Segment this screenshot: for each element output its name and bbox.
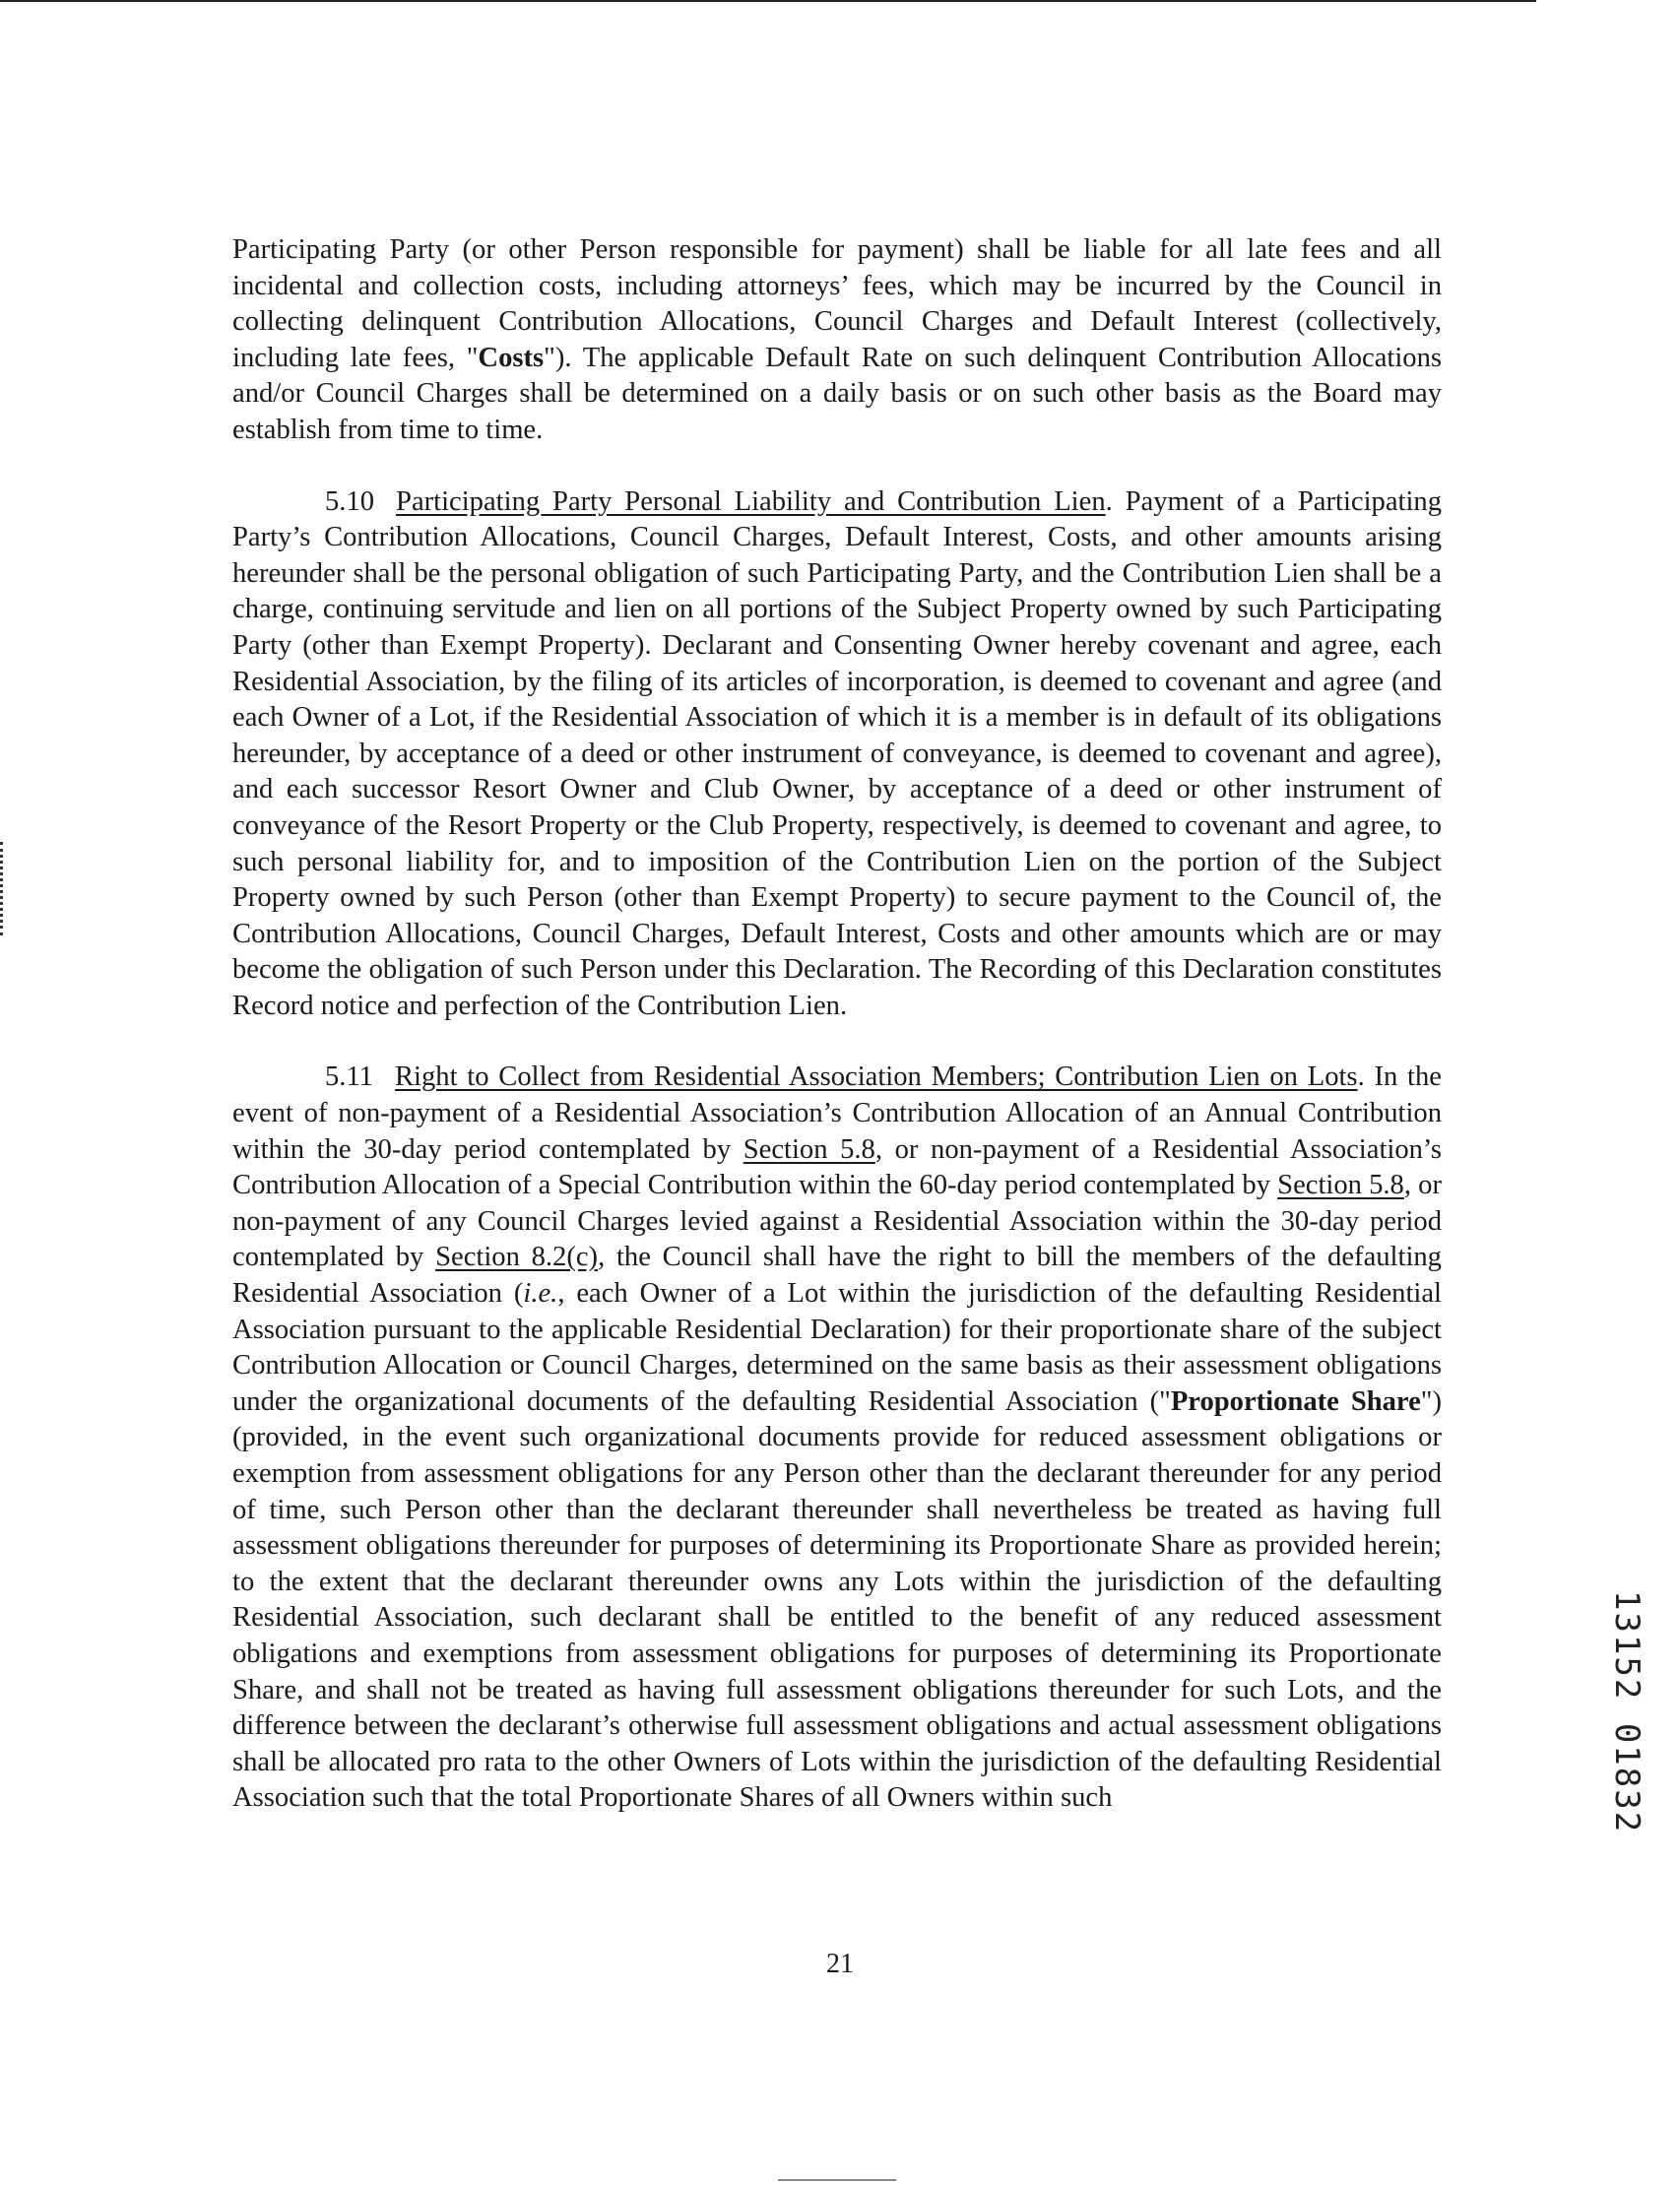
section-body: , or non-payment of a Residential Association’s Contribution Allocation of a Special Contribution within the 60-day period contemplated by bbox=[232, 1133, 1443, 1201]
document-body bbox=[232, 232, 1442, 1852]
section-body: . Payment of a Participating Party’s Contribution Allocations, Council Charges, Default Interest, Costs, and other amounts arising hereunder shall be the personal obligation of such Participating Party, and the Contribution Lien shall be a charge, continuing servitude and lien on all portions of the Subject Property owned by such Participating Party (other than Exempt Property). Declarant and Consenting Owner hereby covenant and agree, each Residential Association, by the filing of its articles of incorporation, is deemed to covenant and agree (and each Owner of a Lot, if the Residential Association of which it is a member is in default of its obligations hereunder, by acceptance of a deed or other instrument of conveyance, is deemed to covenant and agree), and each successor Resort Owner and Club Owner, by acceptance of a deed or other instrument of conveyance of the Resort Property or the Club Property, respectively, is deemed to covenant and agree, to such personal liability for, and to imposition of the Contribution Lien on the portion of the Subject Property owned by such Person (other than Exempt Property) to secure payment to the Council of, the Contribution Allocations, Council Charges, Default Interest, Costs and other amounts which are or may become the obligation of such Person under this Declaration. The Recording of this Declaration constitutes Record notice and perfection of the Contribution Lien. bbox=[232, 485, 1443, 1021]
italic-ie: i.e. bbox=[523, 1278, 558, 1310]
section-5-10 bbox=[232, 484, 1442, 1025]
scan-edge-left-mark bbox=[0, 842, 6, 935]
section-body: , each Owner of a Lot within the jurisdiction of the defaulting Residential Association pursuant to the applicable Residential Declaration) for their proportionate share of the subject Contribution Allocation or Council Charges, determined on the same basis as their assessment obligations under the organizational documents of the defaulting Residential Association (" bbox=[232, 1278, 1443, 1417]
section-body: . In the event of non-payment of a Residential Association’s Contribution Allocation of an Annual Contribution within the 30-day period contemplated by bbox=[232, 1061, 1442, 1165]
paragraph-text: Participating Party (or other Person responsible for payment) shall be liable for all late fees and all incidental and collection costs, including attorneys’ fees, which may be incurred by the Council in collecting delinquent Contribution Allocations, Council Charges and Default Interest (collectively, including late fees, " bbox=[232, 234, 1442, 373]
cross-reference-section-8-2c: Section 8.2(c) bbox=[435, 1242, 599, 1273]
defined-term-costs: Costs bbox=[478, 342, 545, 373]
section-number: 5.11 bbox=[325, 1061, 373, 1093]
section-body: ") (provided, in the event such organizational documents provide for reduced assessment obligations or exemption from assessment obligations for any Person other than the declarant thereunder for any period of time, such Person other than the declarant thereunder shall nevertheless be treated as having full assessment obligations thereunder for purposes of determining its Proportionate Share as provided herein; to the extent that the declarant thereunder owns any Lots within the jurisdiction of the defaulting Residential Association, such declarant shall be entitled to the benefit of any reduced assessment obligations and exemptions from assessment obligations for purposes of determining its Proportionate Share, and shall not be treated as having full assessment obligations thereunder for such Lots, and the difference between the declarant’s otherwise full assessment obligations and actual assessment obligations shall be allocated pro rata to the other Owners of Lots within the jurisdiction of the defaulting Residential Association such that the total Proportionate Shares of all Owners within such bbox=[232, 1385, 1442, 1814]
section-heading: Participating Party Personal Liability and Contribution Lien bbox=[396, 485, 1106, 517]
section-heading: Right to Collect from Residential Association Members; Contribution Lien on Lots bbox=[394, 1061, 1358, 1093]
recording-stamp: 13152 01832 bbox=[1607, 1590, 1647, 1834]
section-number: 5.10 bbox=[325, 485, 375, 517]
paragraph-continuation bbox=[232, 232, 1442, 449]
defined-term-proportionate-share: Proportionate Share bbox=[1170, 1385, 1421, 1417]
section-body: , the Council shall have the right to bill the members of the defaulting Residential Association ( bbox=[232, 1242, 1442, 1310]
page-number: 21 bbox=[826, 1949, 854, 1979]
scan-edge-top bbox=[0, 0, 1536, 2]
section-5-11 bbox=[232, 1060, 1442, 1816]
paragraph-text: "). The applicable Default Rate on such delinquent Contribution Allocations and/or Council Charges shall be determined on a daily basis or on such other basis as the Board may establish from time to time. bbox=[232, 342, 1443, 445]
cross-reference-section-5-8: Section 5.8 bbox=[743, 1133, 875, 1165]
section-body: , or non-payment of any Council Charges levied against a Residential Association within the 30-day period contemplated by bbox=[232, 1170, 1442, 1273]
scan-edge-bottom bbox=[778, 2179, 896, 2181]
cross-reference-section-5-8: Section 5.8 bbox=[1277, 1170, 1404, 1201]
